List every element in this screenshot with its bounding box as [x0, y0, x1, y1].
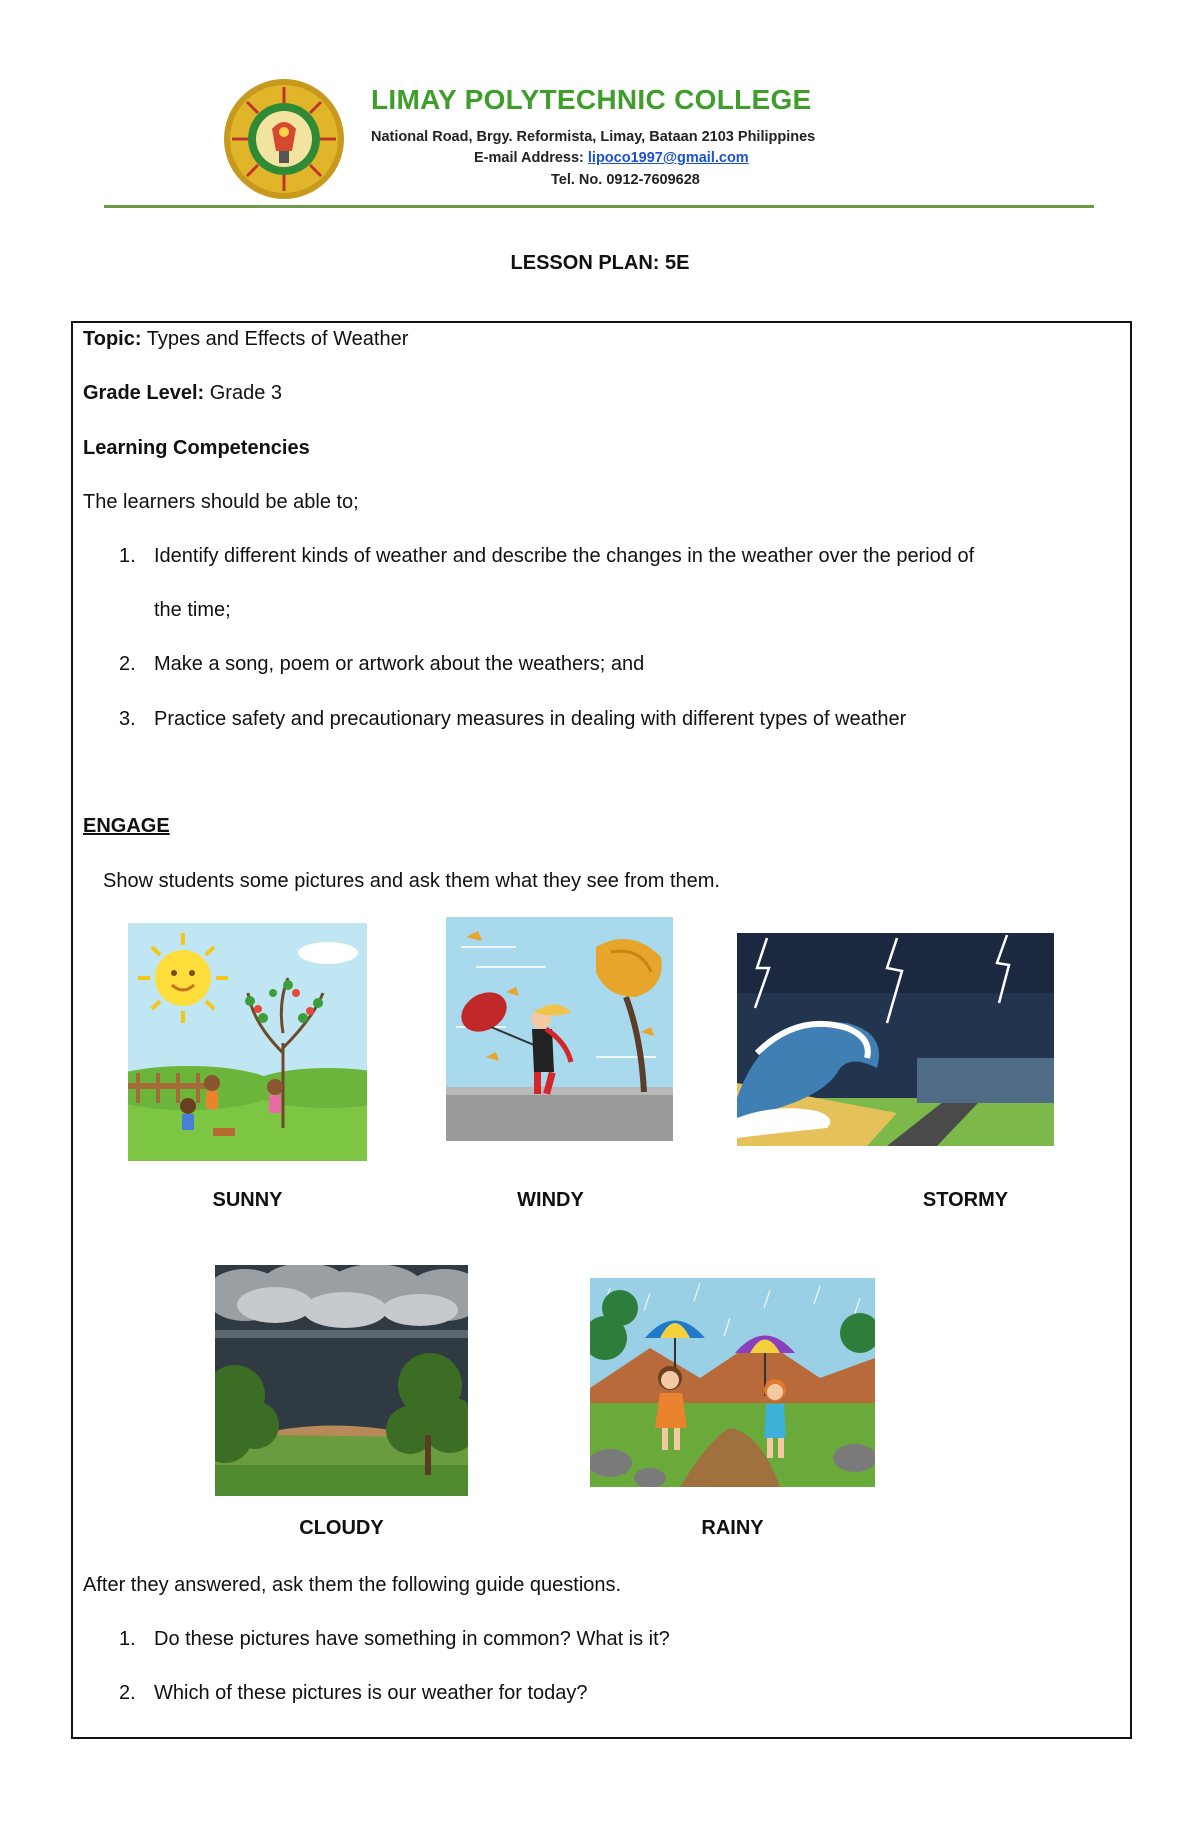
competencies-heading: Learning Competencies — [83, 437, 310, 459]
stormy-caption: STORMY — [922, 1189, 1009, 1211]
rainy-illustration — [590, 1278, 875, 1487]
grade-value: Grade 3 — [209, 382, 282, 404]
topic-label: Topic: — [83, 328, 142, 350]
engage-heading: ENGAGE — [83, 815, 170, 837]
guide-question: Do these pictures have something in common? What is it? — [154, 1628, 670, 1650]
cloudy-illustration — [215, 1265, 468, 1496]
windy-illustration — [446, 917, 673, 1141]
email-label: E-mail Address: — [474, 150, 584, 166]
engage-instruction: Show students some pictures and ask them what they see from them. — [103, 870, 720, 892]
college-name: LIMAY POLYTECHNIC COLLEGE — [371, 84, 812, 115]
topic-line — [83, 327, 408, 351]
competency-number: 2. — [119, 653, 136, 675]
email-link[interactable]: lipoco1997@gmail.com — [587, 150, 749, 166]
competency-item: Practice safety and precautionary measures in dealing with different types of weather — [154, 708, 907, 730]
topic-value: Types and Effects of Weather — [146, 328, 409, 350]
telephone-number: Tel. No. 0912-7609628 — [551, 172, 700, 188]
lesson-plan-box — [71, 321, 1132, 1739]
stormy-illustration — [737, 933, 1054, 1146]
college-seal-logo — [222, 77, 346, 201]
competencies-intro: The learners should be able to; — [83, 491, 359, 513]
sunny-caption: SUNNY — [212, 1189, 283, 1211]
question-number: 1. — [119, 1628, 136, 1650]
competency-number: 3. — [119, 708, 136, 730]
competency-number: 1. — [119, 545, 136, 567]
cloudy-caption: CLOUDY — [299, 1517, 384, 1539]
guide-question: Which of these pictures is our weather for today? — [154, 1682, 588, 1704]
competency-item: Identify different kinds of weather and describe the changes in the weather over the period of — [154, 545, 975, 567]
college-address: National Road, Brgy. Reformista, Limay, Bataan 2103 Philippines — [371, 129, 816, 145]
question-number: 2. — [119, 1682, 136, 1704]
header-divider — [104, 205, 1094, 208]
email-line — [474, 150, 749, 166]
lesson-plan-title: LESSON PLAN: 5E — [510, 252, 690, 274]
sunny-illustration — [128, 923, 367, 1161]
windy-caption: WINDY — [517, 1189, 584, 1211]
rainy-caption: RAINY — [701, 1517, 764, 1539]
grade-line — [83, 381, 282, 405]
after-instruction: After they answered, ask them the following guide questions. — [83, 1574, 622, 1596]
letterhead — [0, 0, 1200, 215]
competency-item: Make a song, poem or artwork about the weathers; and — [154, 653, 645, 675]
competency-item-continuation: the time; — [154, 599, 231, 621]
grade-label: Grade Level: — [83, 382, 205, 404]
